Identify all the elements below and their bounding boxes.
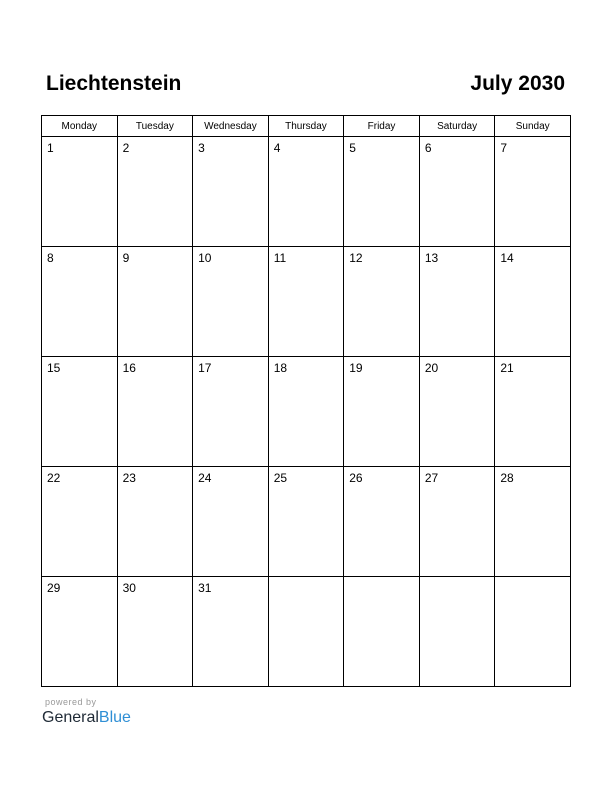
day-cell (495, 247, 571, 357)
day-number: 26 (349, 471, 363, 485)
day-number: 27 (424, 471, 439, 485)
day-number: 7 (500, 141, 508, 155)
day-number: 13 (424, 251, 439, 265)
day-number: 18 (273, 361, 288, 375)
weekday-header-tuesday: Tuesday (117, 116, 193, 137)
day-cell (42, 577, 118, 687)
weekday-header-friday: Friday (344, 116, 420, 137)
day-cell (344, 357, 420, 467)
day-cell (419, 577, 495, 687)
week-row (42, 577, 571, 687)
generalblue-logo[interactable] (42, 708, 131, 728)
day-number: 11 (273, 251, 287, 265)
day-number: 30 (122, 581, 136, 595)
day-cell (117, 247, 193, 357)
day-cell (344, 577, 420, 687)
day-cell (495, 577, 571, 687)
day-number: 24 (198, 471, 212, 485)
day-cell (193, 247, 269, 357)
day-number: 15 (47, 361, 61, 375)
day-cell (42, 357, 118, 467)
powered-by-label: powered by (45, 697, 97, 707)
day-cell (193, 357, 269, 467)
day-cell (42, 467, 118, 577)
day-cell (268, 137, 344, 247)
day-number: 28 (500, 471, 514, 485)
calendar-grid (41, 115, 571, 687)
day-cell (117, 137, 193, 247)
day-number: 21 (500, 361, 514, 375)
day-cell (419, 247, 495, 357)
week-row (42, 137, 571, 247)
day-cell (268, 577, 344, 687)
day-number (420, 577, 495, 581)
day-number: 14 (500, 251, 514, 265)
day-number: 20 (424, 361, 439, 375)
day-cell (117, 467, 193, 577)
week-row (42, 247, 571, 357)
day-cell (193, 577, 269, 687)
day-number: 9 (122, 251, 130, 265)
logo-text-general: General (42, 709, 99, 726)
day-cell (495, 467, 571, 577)
day-number (344, 577, 419, 581)
day-number: 23 (122, 471, 136, 485)
day-cell (344, 467, 420, 577)
day-number: 12 (349, 251, 363, 265)
day-number: 2 (122, 141, 130, 155)
day-cell (117, 357, 193, 467)
day-cell (268, 247, 344, 357)
day-number: 19 (349, 361, 363, 375)
day-number: 4 (273, 141, 281, 155)
day-number: 31 (198, 581, 212, 595)
day-number: 29 (47, 581, 61, 595)
day-cell (344, 137, 420, 247)
day-cell (419, 137, 495, 247)
week-row (42, 467, 571, 577)
day-number (495, 577, 570, 581)
day-cell (193, 467, 269, 577)
day-cell (344, 247, 420, 357)
day-number: 1 (47, 141, 54, 155)
weekday-header-row (42, 116, 571, 137)
day-cell (42, 247, 118, 357)
day-number: 5 (349, 141, 356, 155)
day-number: 10 (198, 251, 212, 265)
day-number: 6 (424, 141, 432, 155)
day-cell (495, 357, 571, 467)
day-cell (419, 467, 495, 577)
month-year-title: July 2030 (470, 72, 565, 95)
day-number: 17 (198, 361, 212, 375)
country-title: Liechtenstein (46, 72, 182, 95)
weekday-header-saturday: Saturday (419, 116, 495, 137)
day-cell (117, 577, 193, 687)
day-number (269, 577, 344, 581)
day-cell (419, 357, 495, 467)
weekday-header-sunday: Sunday (495, 116, 571, 137)
week-row (42, 357, 571, 467)
day-number: 8 (47, 251, 54, 265)
day-cell (495, 137, 571, 247)
weekday-header-wednesday: Wednesday (193, 116, 269, 137)
weekday-header-monday: Monday (42, 116, 118, 137)
day-number: 3 (198, 141, 205, 155)
weekday-header-thursday: Thursday (268, 116, 344, 137)
day-cell (268, 357, 344, 467)
day-cell (193, 137, 269, 247)
day-number: 16 (122, 361, 136, 375)
logo-text-blue: Blue (98, 709, 131, 726)
day-cell (42, 137, 118, 247)
day-number: 25 (273, 471, 288, 485)
day-number: 22 (47, 471, 61, 485)
day-cell (268, 467, 344, 577)
